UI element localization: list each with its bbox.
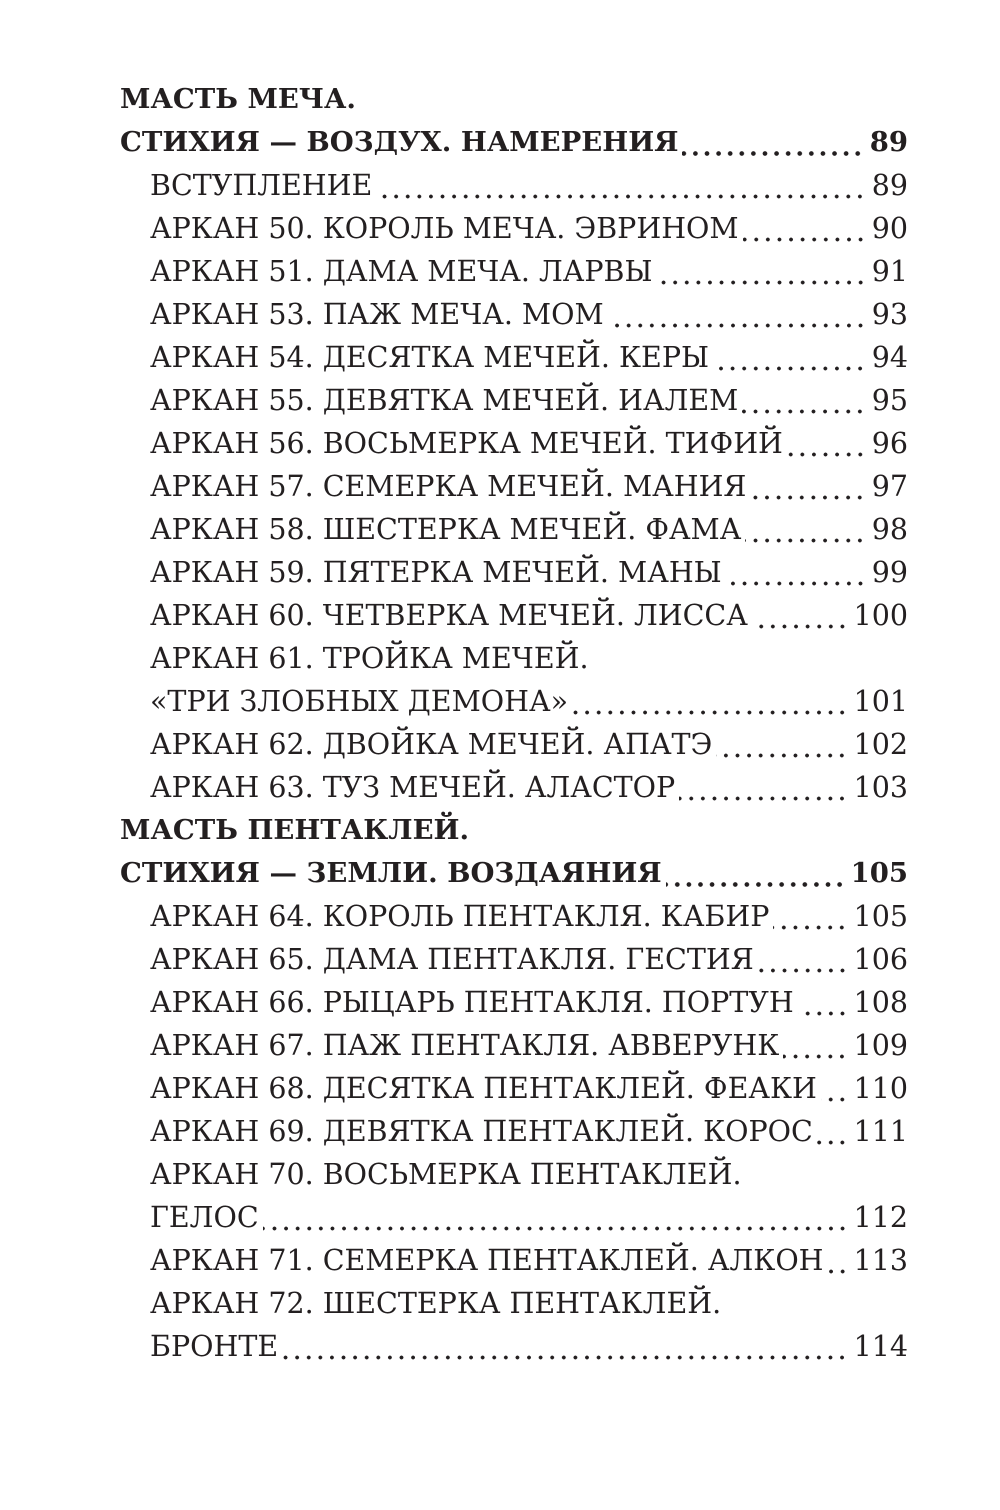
toc-entry-title: СТИХИЯ — ЗЕМЛИ. ВОЗДАЯНИЯ: [120, 857, 662, 889]
dot-leader: [821, 1097, 848, 1102]
dot-leader: [773, 925, 848, 930]
dot-leader: [798, 1011, 848, 1016]
dot-leader: [716, 753, 848, 758]
toc-page-number: 103: [853, 771, 908, 804]
toc-page-number: 102: [853, 728, 908, 761]
dot-leader: [787, 452, 866, 457]
toc-page-number: 93: [871, 298, 908, 331]
dot-leader: [608, 323, 866, 328]
toc-page-number: 89: [869, 126, 908, 158]
toc-entry-title: АРКАН 57. СЕМЕРКА МЕЧЕЙ. МАНИЯ: [150, 470, 747, 503]
toc-entry-title: «ТРИ ЗЛОБНЫХ ДЕМОНА»: [150, 685, 569, 718]
toc-entry: [0, 422, 1000, 465]
toc-entry: [0, 766, 1000, 809]
toc-section-heading: [0, 121, 1000, 164]
toc-entry-title: ГЕЛОС: [150, 1201, 259, 1234]
toc-page-number: 111: [853, 1115, 908, 1148]
toc-entry-title: АРКАН 56. ВОСЬМЕРКА МЕЧЕЙ. ТИФИЙ: [150, 427, 783, 460]
toc-page-number: 105: [853, 900, 908, 933]
dot-leader: [783, 1054, 848, 1059]
toc-entry: [0, 250, 1000, 293]
toc-page-number: 101: [853, 685, 908, 718]
toc-page-number: 110: [853, 1072, 908, 1105]
toc-page-number: 95: [871, 384, 908, 417]
toc-entry-title: АРКАН 53. ПАЖ МЕЧА. МОМ: [150, 298, 604, 331]
toc-page-number: 105: [850, 857, 908, 889]
toc-section-heading: [0, 78, 1000, 121]
toc-entry: [0, 938, 1000, 981]
toc-entry: [0, 207, 1000, 250]
dot-leader: [817, 1140, 848, 1145]
toc-entry-title: АРКАН 61. ТРОЙКА МЕЧЕЙ.: [150, 642, 589, 675]
toc-page-number: 90: [871, 212, 908, 245]
toc-page-number: 98: [871, 513, 908, 546]
toc-page-number: 112: [853, 1201, 908, 1234]
toc-entry: [0, 723, 1000, 766]
toc-section-heading: [0, 809, 1000, 852]
toc-page-number: 91: [871, 255, 908, 288]
dot-leader: [750, 495, 866, 500]
toc-entry: [0, 1110, 1000, 1153]
toc-entry-title: АРКАН 71. СЕМЕРКА ПЕНТАКЛЕЙ. АЛКОН: [150, 1244, 824, 1277]
toc-entry-title: АРКАН 63. ТУЗ МЕЧЕЙ. АЛАСТОР: [150, 771, 676, 804]
toc-page-number: 108: [853, 986, 908, 1019]
toc-section-heading: [0, 852, 1000, 895]
dot-leader: [657, 280, 866, 285]
toc-entry-title: АРКАН 51. ДАМА МЕЧА. ЛАРВЫ: [150, 255, 653, 288]
toc-entry: [0, 1024, 1000, 1067]
toc-entry: [0, 293, 1000, 336]
toc-entry-title: АРКАН 68. ДЕСЯТКА ПЕНТАКЛЕЙ. ФЕАКИ: [150, 1072, 817, 1105]
toc-page-number: 106: [853, 943, 908, 976]
dot-leader: [572, 710, 848, 715]
toc-entry: [0, 1325, 1000, 1368]
toc-entry: [0, 508, 1000, 551]
dot-leader: [376, 194, 866, 199]
dot-leader: [282, 1355, 848, 1360]
toc-entry: [0, 895, 1000, 938]
toc-entry: [0, 981, 1000, 1024]
toc-entry-title: АРКАН 60. ЧЕТВЕРКА МЕЧЕЙ. ЛИССА: [150, 599, 748, 632]
dot-leader: [726, 581, 866, 586]
dot-leader: [752, 624, 848, 629]
dot-leader: [742, 409, 866, 414]
toc-page-number: 97: [871, 470, 908, 503]
toc-entry-title: АРКАН 66. РЫЦАРЬ ПЕНТАКЛЯ. ПОРТУН: [150, 986, 794, 1019]
toc-entry: [0, 637, 1000, 680]
toc-entry-title: АРКАН 54. ДЕСЯТКА МЕЧЕЙ. КЕРЫ: [150, 341, 710, 374]
toc-entry: [0, 1239, 1000, 1282]
toc-entry-title: ВСТУПЛЕНИЕ: [150, 169, 373, 202]
toc-entry-title: АРКАН 59. ПЯТЕРКА МЕЧЕЙ. МАНЫ: [150, 556, 722, 589]
toc-entry-title: МАСТЬ ПЕНТАКЛЕЙ.: [120, 814, 470, 846]
toc-entry-title: СТИХИЯ — ВОЗДУХ. НАМЕРЕНИЯ: [120, 126, 679, 158]
toc-entry-title: АРКАН 64. КОРОЛЬ ПЕНТАКЛЯ. КАБИР: [150, 900, 770, 933]
toc-entry: [0, 164, 1000, 207]
dot-leader: [666, 882, 845, 887]
toc-entry: [0, 1067, 1000, 1110]
toc-page-number: 109: [853, 1029, 908, 1062]
toc-page-number: 94: [871, 341, 908, 374]
toc-entry-title: АРКАН 62. ДВОЙКА МЕЧЕЙ. АПАТЭ: [150, 728, 713, 761]
toc-entry-title: АРКАН 70. ВОСЬМЕРКА ПЕНТАКЛЕЙ.: [150, 1158, 742, 1191]
dot-leader: [745, 538, 866, 543]
dot-leader: [682, 151, 864, 156]
table-of-contents: [0, 78, 1000, 1368]
toc-page-number: 89: [871, 169, 908, 202]
toc-entry: [0, 1282, 1000, 1325]
dot-leader: [828, 1269, 848, 1274]
toc-entry-title: АРКАН 58. ШЕСТЕРКА МЕЧЕЙ. ФАМА: [150, 513, 742, 546]
toc-entry-title: МАСТЬ МЕЧА.: [120, 83, 356, 115]
toc-entry-title: БРОНТЕ: [150, 1330, 279, 1363]
toc-entry-title: АРКАН 72. ШЕСТЕРКА ПЕНТАКЛЕЙ.: [150, 1287, 722, 1320]
dot-leader: [743, 237, 866, 242]
toc-entry: [0, 336, 1000, 379]
dot-leader: [758, 968, 848, 973]
toc-entry: [0, 379, 1000, 422]
toc-entry-title: АРКАН 55. ДЕВЯТКА МЕЧЕЙ. ИАЛЕМ: [150, 384, 739, 417]
dot-leader: [679, 796, 848, 801]
toc-entry: [0, 1153, 1000, 1196]
dot-leader: [263, 1226, 848, 1231]
toc-entry: [0, 465, 1000, 508]
toc-entry: [0, 1196, 1000, 1239]
toc-entry-title: АРКАН 65. ДАМА ПЕНТАКЛЯ. ГЕСТИЯ: [150, 943, 754, 976]
toc-page-number: 114: [853, 1330, 908, 1363]
toc-page-number: 96: [871, 427, 908, 460]
toc-page-number: 100: [853, 599, 908, 632]
dot-leader: [713, 366, 866, 371]
toc-entry-title: АРКАН 67. ПАЖ ПЕНТАКЛЯ. АВВЕРУНК: [150, 1029, 780, 1062]
toc-entry-title: АРКАН 69. ДЕВЯТКА ПЕНТАКЛЕЙ. КОРОС: [150, 1115, 813, 1148]
toc-page-number: 99: [871, 556, 908, 589]
toc-entry-title: АРКАН 50. КОРОЛЬ МЕЧА. ЭВРИНОМ: [150, 212, 739, 245]
toc-page-number: 113: [853, 1244, 908, 1277]
toc-entry: [0, 551, 1000, 594]
toc-entry: [0, 594, 1000, 637]
toc-entry: [0, 680, 1000, 723]
